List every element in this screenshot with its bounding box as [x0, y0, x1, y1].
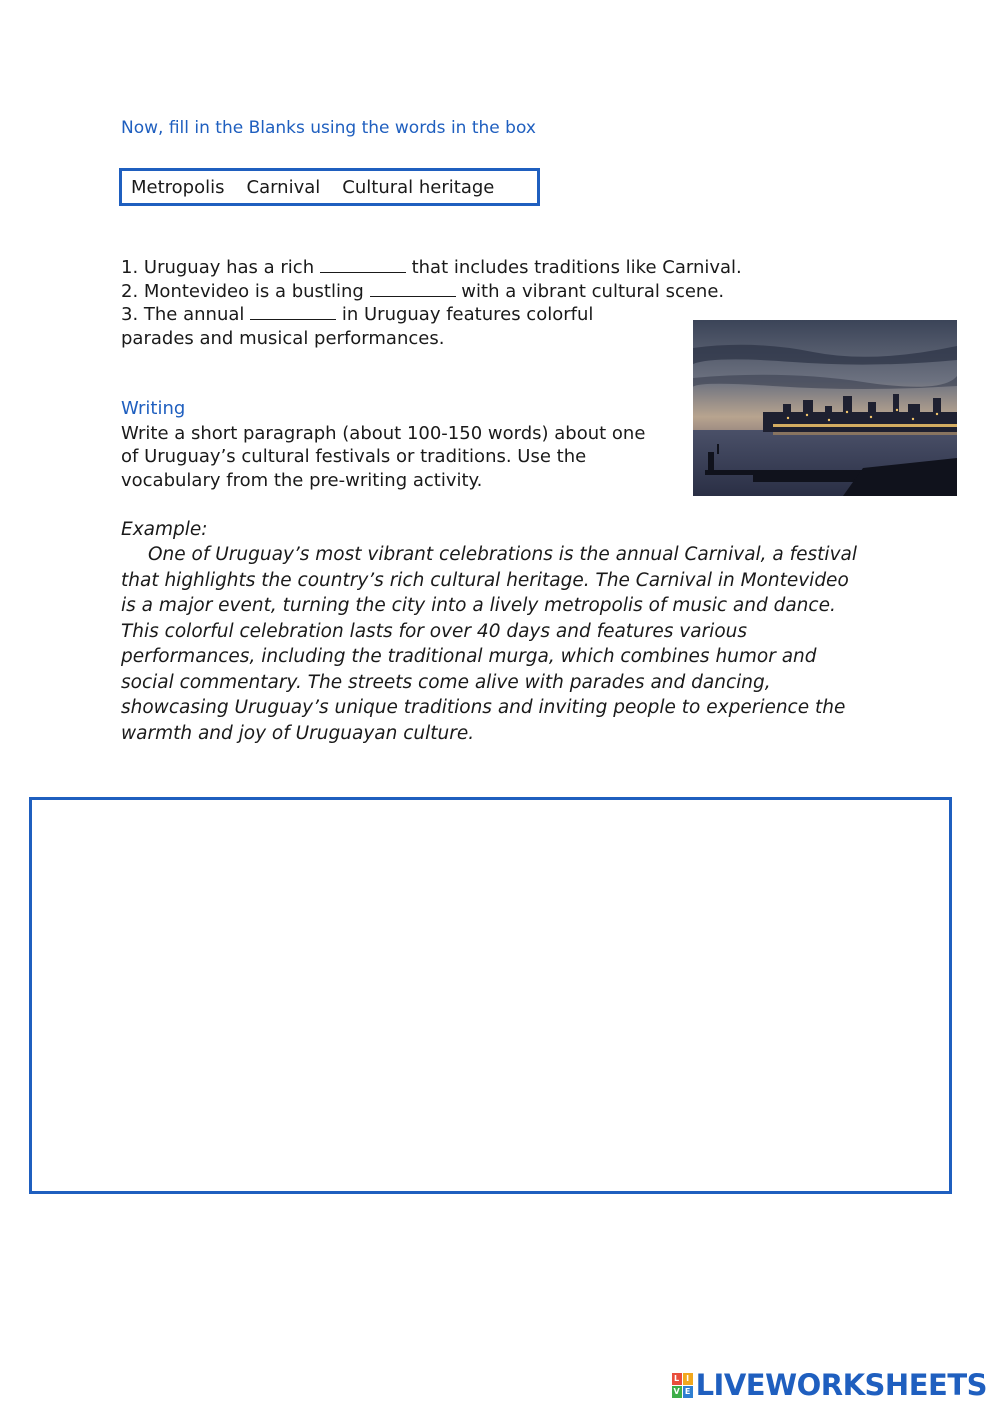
example-line: warmth and joy of Uruguayan culture.	[121, 723, 475, 744]
fill-blanks-heading: Now, fill in the Blanks using the words in the box	[121, 118, 536, 138]
example-line: social commentary. The streets come alive with parades and dancing,	[121, 672, 771, 693]
example-line: One of Uruguay’s most vibrant celebrations is the annual Carnival, a festival	[148, 544, 857, 565]
logo-text: LIVEWORKSHEETS	[695, 1368, 987, 1402]
sentence-3: 3. The annual in Uruguay features colorful	[121, 304, 594, 325]
word-bank-item: Carnival	[246, 176, 321, 198]
example-line: This colorful celebration lasts for over 40 days and features various	[121, 621, 748, 642]
montevideo-skyline-photo	[693, 320, 957, 496]
writing-answer-box[interactable]	[29, 797, 952, 1194]
word-bank	[119, 168, 540, 206]
logo-badge-icon: L I V E	[672, 1373, 693, 1398]
example-line: is a major event, turning the city into a lively metropolis of music and dance.	[121, 595, 836, 616]
blank-2[interactable]	[370, 282, 456, 297]
liveworksheets-logo	[672, 1368, 987, 1402]
blank-3[interactable]	[250, 305, 336, 320]
writing-instructions-line: Write a short paragraph (about 100-150 words) about one	[121, 423, 646, 444]
sentence-1: 1. Uruguay has a rich that includes traditions like Carnival.	[121, 257, 742, 278]
writing-instructions-line: of Uruguay’s cultural festivals or traditions. Use the	[121, 446, 587, 467]
example-line: that highlights the country’s rich cultural heritage. The Carnival in Montevideo	[121, 570, 849, 591]
example-label: Example:	[121, 519, 208, 540]
sentence-3-continued: parades and musical performances.	[121, 328, 445, 349]
word-bank-item: Metropolis	[131, 176, 225, 198]
word-bank-item: Cultural heritage	[342, 176, 495, 198]
blank-1[interactable]	[320, 258, 406, 273]
writing-instructions-line: vocabulary from the pre-writing activity.	[121, 470, 483, 491]
sentence-2: 2. Montevideo is a bustling with a vibrant cultural scene.	[121, 281, 725, 302]
writing-heading: Writing	[121, 398, 186, 419]
example-line: performances, including the traditional murga, which combines humor and	[121, 646, 817, 667]
example-line: showcasing Uruguay’s unique traditions and inviting people to experience the	[121, 697, 846, 718]
